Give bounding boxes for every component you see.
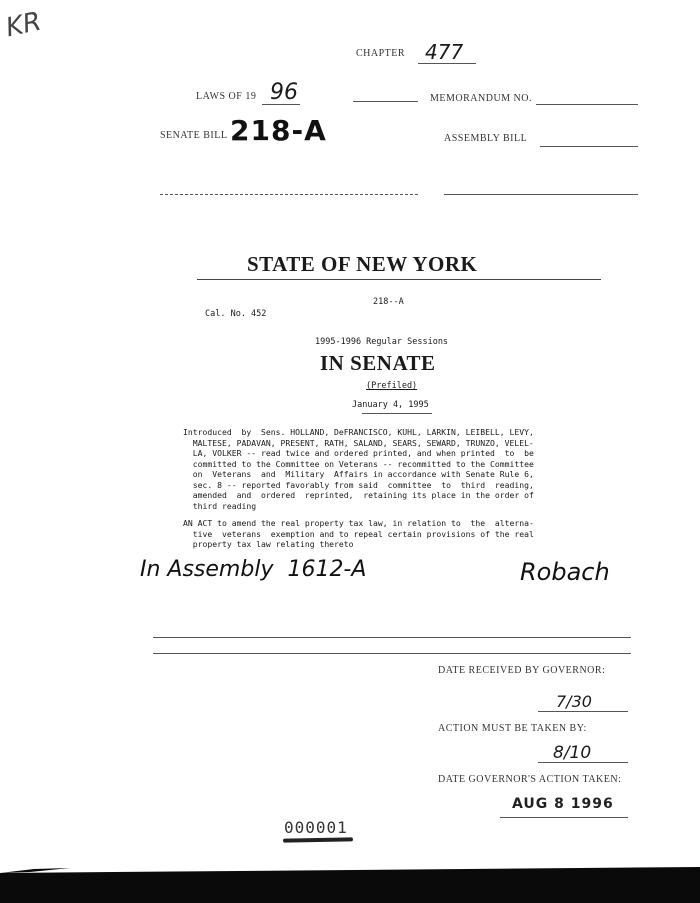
separator-rule-1 [153, 637, 631, 638]
action-taken-stamp: AUG 8 1996 [512, 796, 614, 812]
scan-edge-bar [0, 855, 700, 903]
introduced-paragraph [183, 427, 534, 511]
introduced-line: LA, VOLKER -- read twice and ordered printed, and when printed to be [183, 448, 534, 458]
separator-rule-2 [153, 653, 631, 654]
introduced-line: third reading [183, 500, 257, 511]
sponsor-note: Robach [520, 558, 610, 586]
action-by-line [538, 762, 628, 763]
date-rule [362, 413, 432, 414]
assembly-bill-line [540, 146, 638, 147]
introduced-line: on Veterans and Military Affairs in accordance with Senate Rule 6, [183, 469, 534, 479]
calendar-number: Cal. No. 452 [205, 309, 267, 319]
bill-number: 218--A [373, 297, 404, 307]
date-received-line [538, 711, 628, 712]
action-taken-label: DATE GOVERNOR'S ACTION TAKEN: [438, 774, 622, 785]
memorandum-line [536, 104, 638, 105]
laws-value: 96 [270, 80, 298, 105]
assembly-note: In Assembly 1612-A [140, 557, 367, 582]
date-received-label: DATE RECEIVED BY GOVERNOR: [438, 665, 606, 676]
blank-line-left [160, 194, 418, 195]
introduced-line: amended and ordered reprinted, retaining its place in the order of [183, 490, 534, 500]
action-by-label: ACTION MUST BE TAKEN BY: [438, 723, 587, 734]
laws-blank-line [353, 101, 418, 102]
page-number: 000001 [284, 818, 348, 837]
prefiled: (Prefiled) [366, 381, 418, 391]
chapter-value: 477 [425, 40, 464, 64]
laws-line [262, 104, 300, 105]
bill-date: January 4, 1995 [352, 400, 429, 410]
act-line: property tax law relating thereto [183, 539, 354, 549]
sessions: 1995-1996 Regular Sessions [315, 337, 449, 347]
page-number-smudge [283, 837, 353, 842]
act-line: tive veterans exemption and to repeal certain provisions of the real [183, 528, 534, 539]
blank-line-right [444, 194, 638, 195]
introduced-line: sec. 8 -- reported favorably from said committee to third reading, [183, 479, 534, 490]
date-received-value: 7/30 [556, 692, 592, 711]
act-line: AN ACT to amend the real property tax law, in relation to the alterna- [183, 518, 534, 528]
introduced-line: committed to the Committee on Veterans -- recommitted to the Committee [183, 458, 534, 469]
assembly-bill-label: ASSEMBLY BILL [444, 133, 528, 144]
state-title-rule [197, 279, 601, 280]
chamber-title: IN SENATE [320, 351, 436, 375]
senate-bill-label: SENATE BILL [160, 130, 228, 141]
state-title: STATE OF NEW YORK [247, 252, 478, 276]
corner-initials: KR [3, 6, 44, 44]
introduced-line: Introduced by Sens. HOLLAND, DeFRANCISCO, KUHL, LARKIN, LEIBELL, LEVY, [183, 427, 534, 437]
introduced-line: MALTESE, PADAVAN, PRESENT, RATH, SALAND, SEARS, SEWARD, TRUNZO, VELEL- [183, 437, 534, 448]
senate-bill-value: 218-A [230, 114, 327, 147]
laws-label: LAWS OF 19 [196, 91, 257, 102]
chapter-label: CHAPTER [356, 48, 406, 59]
action-by-value: 8/10 [553, 743, 592, 763]
chapter-line [418, 63, 476, 64]
act-paragraph [183, 518, 534, 550]
action-taken-line [500, 817, 628, 818]
memorandum-label: MEMORANDUM NO. [430, 93, 533, 104]
